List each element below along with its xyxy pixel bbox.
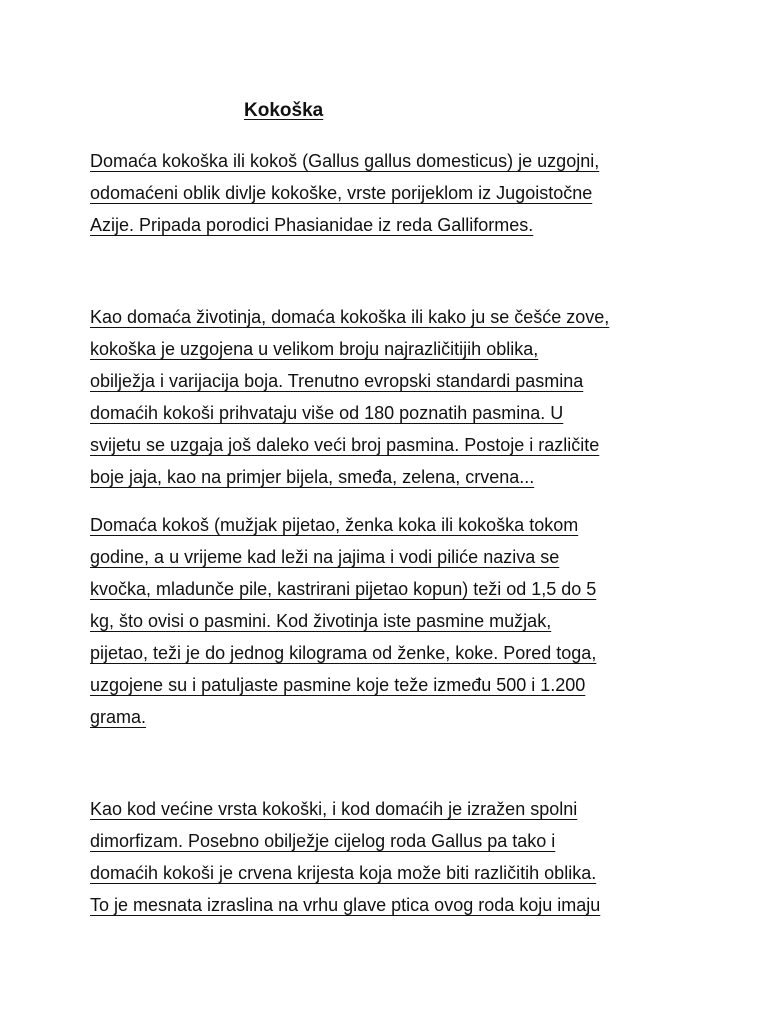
text-line: boje jaja, kao na primjer bijela, smeđa, zelena, crvena... [90,467,535,487]
text-line: svijetu se uzgaja još daleko veći broj pasmina. Postoje i različite [90,435,600,455]
text-line: uzgojene su i patuljaste pasmine koje teže između 500 i 1.200 [90,675,586,695]
text-line: Kao domaća životinja, domaća kokoška ili kako ju se češće zove, [90,307,610,327]
text-line: kvočka, mladunče pile, kastrirani pijetao kopun) teži od 1,5 do 5 [90,579,597,599]
text-line: kokoška je uzgojena u velikom broju najrazličitijih oblika, [90,339,539,359]
text-line: Domaća kokoška ili kokoš (Gallus gallus domesticus) je uzgojni, [90,151,600,171]
text-line: Azije. Pripada porodici Phasianidae iz reda Galliformes. [90,215,534,235]
document-title: Kokoška [244,100,324,121]
text-line: Domaća kokoš (mužjak pijetao, ženka koka ili kokoška tokom [90,515,579,535]
text-line: dimorfizam. Posebno obilježje cijelog roda Gallus pa tako i [90,831,556,851]
text-line: pijetao, teži je do jednog kilograma od ženke, koke. Pored toga, [90,643,597,663]
text-line: godine, a u vrijeme kad leži na jajima i vodi piliće naziva se [90,547,560,567]
text-line: To je mesnata izraslina na vrhu glave ptica ovog roda koju imaju [90,895,601,915]
text-line: domaćih kokoši prihvataju više od 180 poznatih pasmina. U [90,403,564,423]
text-line: domaćih kokoši je crvena krijesta koja može biti različitih oblika. [90,863,597,883]
text-line: grama. [90,707,147,727]
text-line: obilježja i varijacija boja. Trenutno evropski standardi pasmina [90,371,584,391]
text-line: kg, što ovisi o pasmini. Kod životinja iste pasmine mužjak, [90,611,552,631]
text-line: odomaćeni oblik divlje kokoške, vrste porijeklom iz Jugoistočne [90,183,593,203]
text-line: Kao kod većine vrsta kokoški, i kod domaćih je izražen spolni [90,799,578,819]
